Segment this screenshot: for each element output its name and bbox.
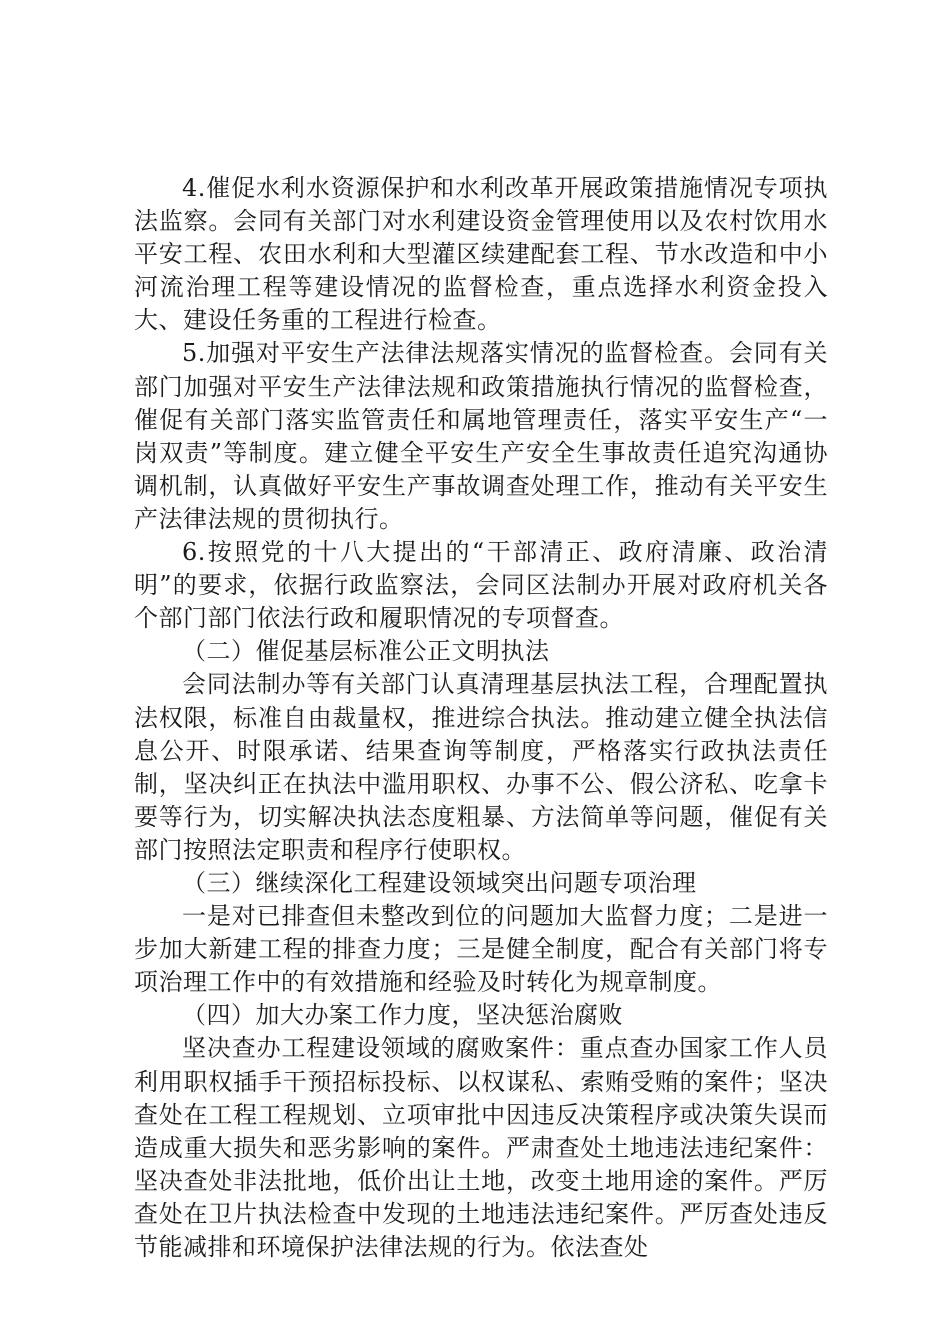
section-heading-4: （四）加大办案工作力度，坚决惩治腐败 [182,1001,623,1030]
section-heading-3: （三）继续深化工程建设领域突出问题专项治理 [182,868,697,897]
paragraph-item-4: 4.催促水利水资源保护和水利改革开展政策措施情况专项执法监察。会同有关部门对水利建设资金管理使用以及农村饮用水平安工程、农田水利和大型灌区续建配套工程、节水改造和中小河流治理工程等建设情况的监督检查，重点选择水利资金投入大、建设任务重的工程进行检查。 [134,174,828,335]
document-body [134,172,828,1264]
paragraph-section-4-body: 坚决查办工程建设领域的腐败案件：重点查办国家工作人员利用职权插手干预招标投标、以权谋私、索贿受贿的案件；坚决查处在工程工程规划、立项审批中因违反决策程序或决策失误而造成重大损失和恶劣影响的案件。严肃查处土地违法违纪案件：坚决查处非法批地，低价出让土地，改变土地用途的案件。严厉查处在卫片执法检查中发现的土地违法违纪案件。严厉查处违反节能减排和环境保护法律法规的行为。依法查处 [134,1034,828,1261]
paragraph-section-2-body: 会同法制办等有关部门认真清理基层执法工程，合理配置执法权限，标准自由裁量权，推进综合执法。推动建立健全执法信息公开、时限承诺、结果查询等制度，严格落实行政执法责任制，坚决纠正在执法中滥用职权、办事不公、假公济私、吃拿卡要等行为，切实解决执法态度粗暴、方法简单等问题，催促有关部门按照法定职责和程序行使职权。 [134,670,828,864]
section-heading-2: （二）催促基层标准公正文明执法 [182,637,550,666]
paragraph-item-6: 6.按照党的十八大提出的“干部清正、政府清廉、政治清明”的要求，依据行政监察法，会同区法制办开展对政府机关各个部门部门依法行政和履职情况的专项督查。 [134,538,828,633]
paragraph-section-3-body: 一是对已排查但未整改到位的问题加大监督力度；二是进一步加大新建工程的排查力度；三是健全制度，配合有关部门将专项治理工作中的有效措施和经验及时转化为规章制度。 [134,902,828,997]
paragraph-item-5: 5.加强对平安生产法律法规落实情况的监督检查。会同有关部门加强对平安生产法律法规和政策措施执行情况的监督检查，催促有关部门落实监管责任和属地管理责任，落实平安生产“一岗双责”等制度。建立健全平安生产安全生事故责任追究沟通协调机制，认真做好平安生产事故调查处理工作，推动有关平安生产法律法规的贯彻执行。 [134,339,828,533]
